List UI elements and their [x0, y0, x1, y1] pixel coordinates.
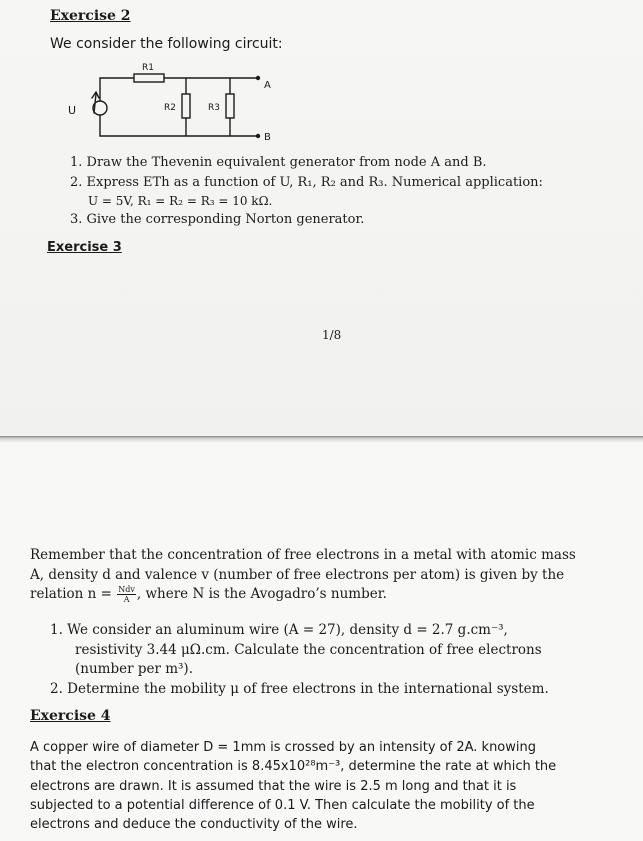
exercise-2-question-3: 3. Give the corresponding Norton generator.: [70, 212, 365, 227]
exercise-3-heading: Exercise 3: [47, 240, 122, 255]
label-b: B: [264, 132, 271, 143]
relation-fraction: [117, 585, 136, 604]
exercise-2-question-2: 2. Express ETh as a function of U, R₁, R₂ and R₃. Numerical application:: [70, 175, 543, 190]
exercise-3-item-1-line-2: resistivity 3.44 μΩ.cm. Calculate the concentration of free electrons: [75, 642, 542, 658]
remember-line-3: [30, 585, 387, 604]
exercise-4-line-5: electrons and deduce the conductivity of the wire.: [30, 817, 358, 832]
exercise-2-heading: Exercise 2: [50, 8, 131, 24]
exercise-4-line-1: A copper wire of diameter D = 1mm is crossed by an intensity of 2A. knowing: [30, 740, 536, 755]
exercise-3-item-1-line-3: (number per m³).: [75, 661, 193, 677]
resistor-r1: [134, 74, 164, 82]
remember-line-2: A, density d and valence v (number of free electrons per atom) is given by the: [30, 567, 565, 583]
fraction-denominator: A: [123, 595, 130, 604]
exercise-4-line-4: subjected to a potential difference of 0.1 V. Then calculate the mobility of the: [30, 798, 535, 813]
remember-line-1: Remember that the concentration of free electrons in a metal with atomic mass: [30, 547, 576, 563]
page-number: 1/8: [322, 328, 342, 342]
label-a: A: [264, 80, 271, 91]
label-u: U: [68, 104, 77, 117]
exercise-4-heading: Exercise 4: [30, 708, 111, 724]
exercise-2-values: U = 5V, R₁ = R₂ = R₃ = 10 kΩ.: [88, 194, 273, 208]
exercise-2-question-1: 1. Draw the Thevenin equivalent generator from node A and B.: [70, 155, 487, 170]
page-separator: [0, 436, 643, 444]
exercise-3-item-2: 2. Determine the mobility μ of free electrons in the international system.: [50, 681, 549, 697]
fraction-numerator: Ndv: [118, 585, 135, 594]
relation-suffix: , where N is the Avogadro’s number.: [136, 586, 387, 602]
label-r1: R1: [142, 63, 154, 73]
label-r3: R3: [208, 103, 220, 113]
relation-prefix: relation n =: [30, 586, 112, 602]
exercise-3-item-1-line-1: 1. We consider an aluminum wire (A = 27), density d = 2.7 g.cm⁻³,: [50, 622, 508, 638]
resistor-r3: [226, 94, 234, 118]
exercise-4-line-2: that the electron concentration is 8.45x10²⁸m⁻³, determine the rate at which the: [30, 759, 557, 774]
exercise-4-line-3: electrons are drawn. It is assumed that the wire is 2.5 m long and that it is: [30, 779, 517, 794]
exercise-2-intro: We consider the following circuit:: [50, 36, 283, 52]
resistor-r2: [182, 94, 190, 118]
circuit-diagram: [58, 58, 288, 148]
label-r2: R2: [164, 103, 176, 113]
